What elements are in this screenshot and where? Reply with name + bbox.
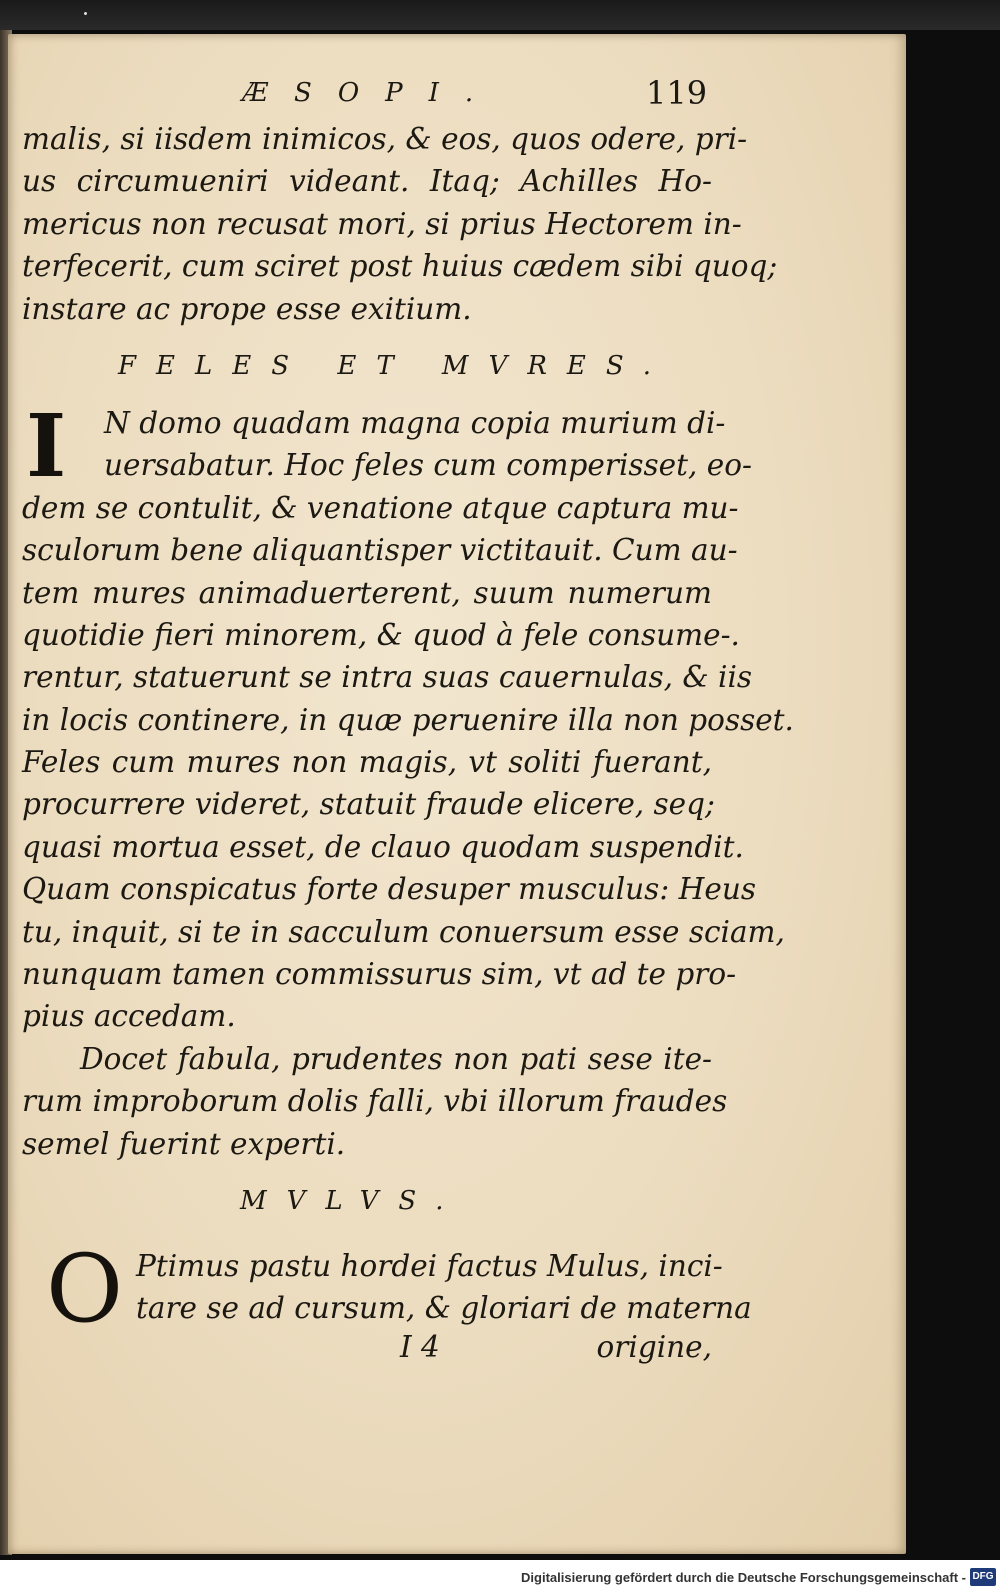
text-line: Feles cum mures non magis, vt soliti fuerant, xyxy=(22,745,712,780)
page-text xyxy=(22,74,794,1372)
text-line: Docet fabula, prudentes non pati sese ite- xyxy=(80,1041,712,1076)
fable-moral xyxy=(22,1038,728,1165)
text-line: tu, inquit, si te in sacculum conuersum esse sciam, xyxy=(22,914,785,949)
drop-capital: O xyxy=(46,1234,124,1344)
text-line: instare ac prope esse exitium. xyxy=(22,291,472,326)
fable-heading-feles-et-mures: FELES ET MVRES. xyxy=(118,350,672,381)
intro-paragraph xyxy=(22,118,778,330)
page-number: 119 xyxy=(646,74,708,112)
signature-mark: I 4 xyxy=(400,1329,440,1364)
running-title: ÆSOPI. xyxy=(242,78,500,108)
text-line: malis, si iisdem inimicos, & eos, quos odere, pri- xyxy=(22,122,748,156)
fable-heading-mulus: MVLVS. xyxy=(240,1185,464,1216)
fable-body xyxy=(22,1234,752,1344)
text-line: nunquam tamen commissurus sim, vt ad te pro- xyxy=(22,957,737,992)
text-line: dem se contulit, & venatione atque captura mu- xyxy=(22,490,739,525)
text-line: terfecerit, cum sciret post huius cædem sibi quoq; xyxy=(22,249,778,284)
digitization-footer xyxy=(0,1560,1000,1596)
page-foot-line xyxy=(22,1330,712,1372)
text-line: rum improborum dolis falli, vbi illorum fraudes xyxy=(22,1084,728,1119)
text-line: in locis continere, in quæ peruenire illa non posset. xyxy=(22,702,794,737)
fable-body xyxy=(22,395,794,1038)
text-line: tare se ad cursum, & gloriari de materna xyxy=(136,1291,752,1326)
text-line: tem mures animaduerterent, suum numerum xyxy=(22,575,712,610)
text-line: semel fuerint experti. xyxy=(22,1126,346,1161)
dfg-logo-icon: DFG xyxy=(970,1568,996,1586)
text-line: pius accedam. xyxy=(22,999,236,1034)
text-line: quotidie fieri minorem, & quod à fele consume-. xyxy=(22,617,740,652)
spacer xyxy=(22,1237,712,1245)
text-line: N domo quadam magna copia murium di- xyxy=(104,405,726,440)
text-line: rentur, statuerunt se intra suas cauernulas, & iis xyxy=(22,660,753,695)
running-head xyxy=(22,74,712,118)
text-line: procurrere videret, statuit fraude elicere, seq; xyxy=(22,787,715,822)
scan-speck xyxy=(84,12,87,15)
drop-capital: I xyxy=(26,395,67,497)
catchword: origine, xyxy=(596,1329,712,1364)
text-line: Quam conspicatus forte desuper musculus: Heus xyxy=(22,872,756,907)
text-line: Ptimus pastu hordei factus Mulus, inci- xyxy=(136,1248,723,1283)
funding-credit: Digitalisierung gefördert durch die Deutsche Forschungsgemeinschaft - xyxy=(521,1570,966,1585)
scan-background-top xyxy=(0,0,1000,30)
text-line: quasi mortua esset, de clauo quodam suspendit. xyxy=(22,829,744,864)
text-line: mericus non recusat mori, si prius Hectorem in- xyxy=(22,206,742,241)
text-line: uersabatur. Hoc feles cum comperisset, eo- xyxy=(104,448,752,483)
text-line: us circumueniri videant. Itaq; Achilles Ho- xyxy=(22,164,712,199)
text-line: sculorum bene aliquantisper victitauit. Cum au- xyxy=(22,533,738,568)
book-page xyxy=(8,34,906,1554)
